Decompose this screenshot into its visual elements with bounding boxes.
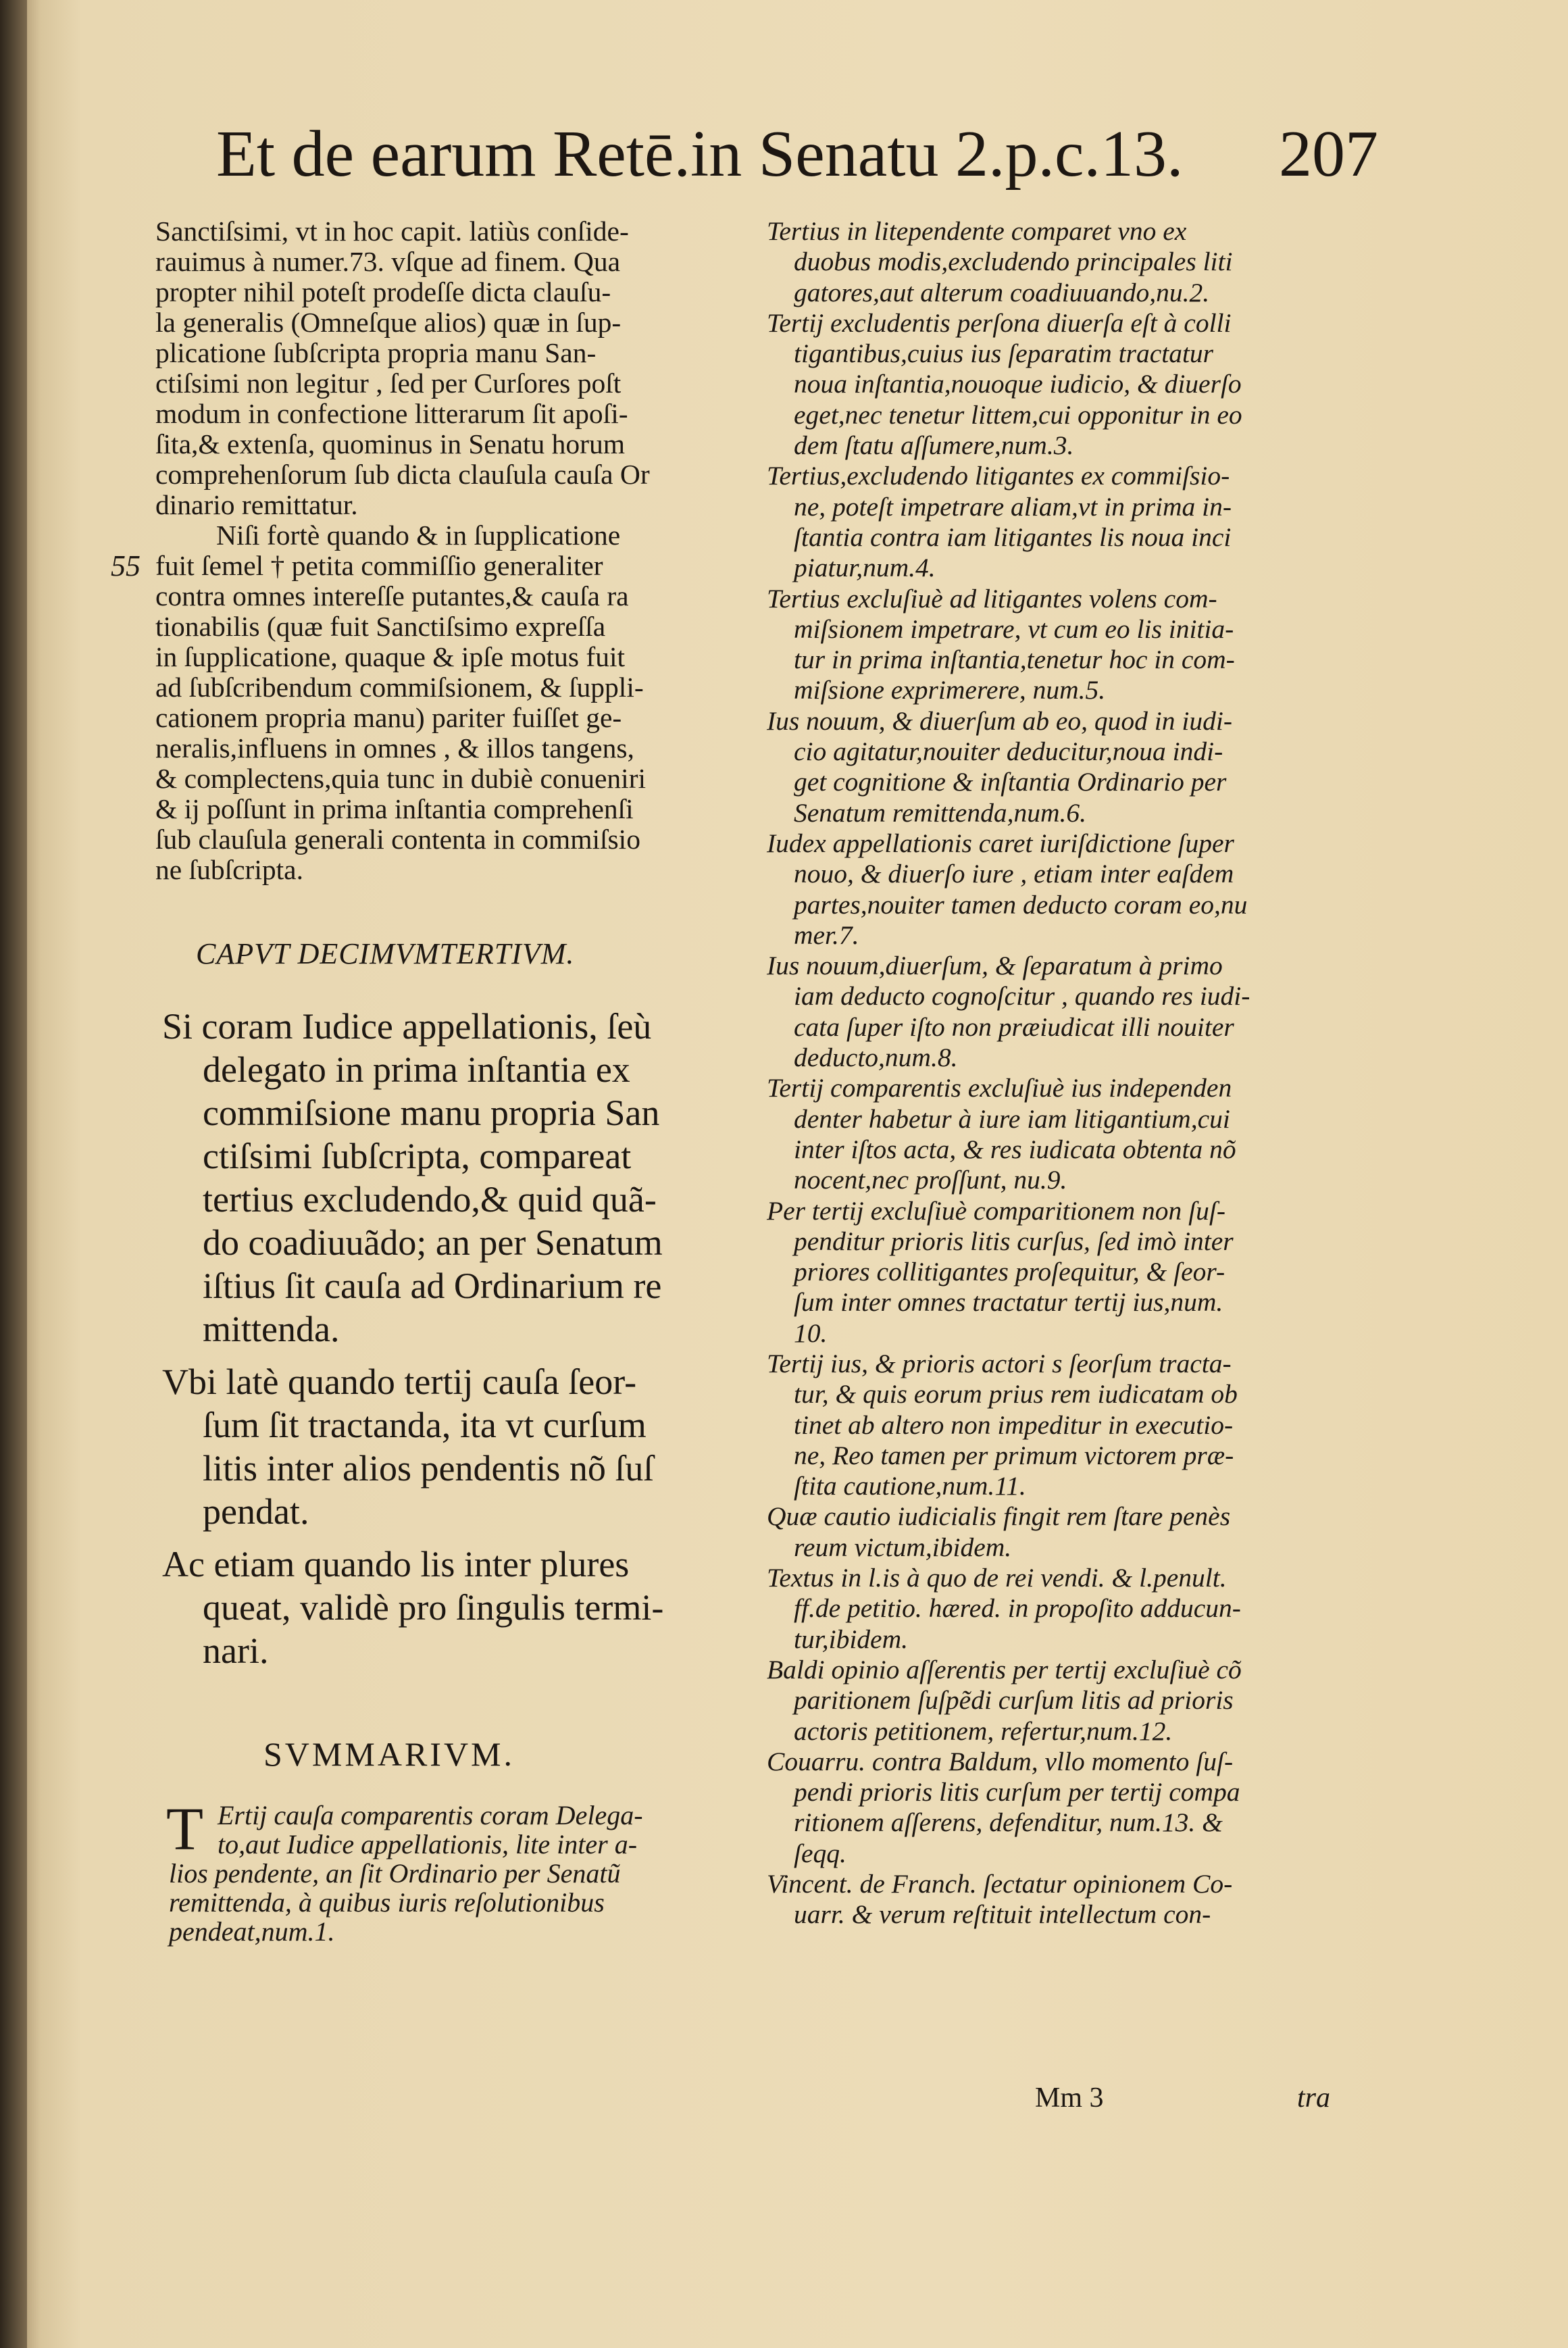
heading-block: [155, 1360, 743, 1533]
text-line: Niſi fortè quando & in ſupplicatione: [216, 520, 621, 551]
index-entry: [767, 1747, 1382, 1869]
text-line: eget,nec tenetur littem,cui opponitur in eo: [794, 399, 1242, 430]
running-header: [216, 114, 1378, 195]
text-line: ſtantia contra iam litigantes lis noua inci: [794, 522, 1232, 552]
heading-block: [155, 1005, 743, 1351]
text-line: cationem propria manu) pariter fuiſſet ge-: [155, 702, 622, 733]
text-line: pendeat,num.1.: [169, 1916, 335, 1947]
index-entry: [767, 1655, 1382, 1747]
text-line: cio agitatur,nouiter deducitur,noua indi-: [794, 736, 1223, 767]
text-line: queat, validè pro ſingulis termi-: [203, 1587, 664, 1628]
index-entry: [767, 706, 1382, 828]
text-line: ſum inter omnes tractatur tertij ius,num.: [794, 1287, 1223, 1318]
text-line: nocent,nec proſſunt, nu.9.: [794, 1165, 1067, 1195]
index-entry: [767, 951, 1382, 1073]
text-line: paritionem ſuſpẽdi curſum litis ad prioris: [794, 1685, 1234, 1716]
right-column: [767, 216, 1382, 1930]
text-line: mer.7.: [794, 920, 859, 950]
text-line: Per tertij excluſiuè comparitionem non ſuſ-: [767, 1195, 1226, 1226]
text-line: deducto,num.8.: [794, 1043, 958, 1073]
drop-cap: T: [166, 1796, 203, 1863]
text-line: dinario remittatur.: [155, 489, 358, 520]
text-line: do coadiuuãdo; an per Senatum: [203, 1222, 663, 1263]
index-entry: [767, 1073, 1382, 1195]
text-line: uarr. & verum reſtituit intellectum con-: [794, 1899, 1211, 1930]
index-entry: [767, 308, 1382, 461]
text-line: tigantibus,cuius ius ſeparatim tractatur: [794, 339, 1214, 369]
text-line: denter habetur à iure iam litigantium,cui: [794, 1103, 1230, 1134]
text-line: partes,nouiter tamen deducto coram eo,nu: [794, 889, 1248, 920]
text-line: noua inſtantia,nouoque iudicio, & diuerſo: [794, 369, 1242, 399]
text-line: tur,ibidem.: [794, 1624, 908, 1654]
text-line: cata ſuper iſto non præiudicat illi nouiter: [794, 1011, 1234, 1042]
text-line: nari.: [203, 1630, 269, 1671]
text-line: ſita,& extenſa, quominus in Senatu horum: [155, 428, 626, 459]
text-line: modum in confectione litterarum ſit apoſi-: [155, 398, 628, 429]
text-line: dem ſtatu aſſumere,num.3.: [794, 430, 1074, 461]
text-line: la generalis (Omneſque alios) quæ in ſup-: [155, 307, 622, 338]
text-line: ſtita cautione,num.11.: [794, 1471, 1026, 1501]
index-entry: [767, 461, 1382, 583]
text-line: Si coram Iudice appellationis, ſeù: [162, 1006, 652, 1047]
text-line: Ius nouum,diuerſum, & ſeparatum à primo: [767, 951, 1223, 981]
text-line: Vbi latè quando tertij cauſa ſeor-: [162, 1362, 637, 1402]
text-line: nouo, & diuerſo iure , etiam inter eaſdem: [794, 859, 1234, 889]
text-line: Ertij cauſa comparentis coram Delega-: [218, 1800, 643, 1830]
text-line: ne, poteſt impetrare aliam,vt in prima in-: [794, 491, 1232, 522]
text-line: ff.de petitio. hæred. in propoſito adducun-: [794, 1593, 1241, 1624]
index-entry: [767, 1563, 1382, 1655]
index-entry: [767, 1196, 1382, 1349]
signature-mark: Mm 3: [1035, 2082, 1104, 2114]
running-title: Et de earum Retē.in Senatu 2.p.c.13.: [216, 118, 1184, 191]
margin-number: 55: [111, 549, 141, 582]
text-line: contra omnes intereſſe putantes,& cauſa ra: [155, 580, 629, 611]
index-entry: [767, 828, 1382, 951]
text-line: Ac etiam quando lis inter plures: [162, 1544, 630, 1584]
text-line: Textus in l.is à quo de rei vendi. & l.penult.: [767, 1563, 1227, 1593]
text-line: Iudex appellationis caret iuriſdictione ſuper: [767, 828, 1234, 858]
book-spine: [0, 0, 27, 2348]
text-line: Tertij excludentis perſona diuerſa eſt à colli: [767, 307, 1232, 338]
text-line: litis inter alios pendentis nõ ſuſ: [203, 1448, 654, 1489]
text-line: to,aut Iudice appellationis, lite inter a-: [218, 1829, 638, 1859]
text-line: neralis,influens in omnes , & illos tangens,: [155, 732, 634, 764]
text-line: lios pendente, an ſit Ordinario per Senatũ: [169, 1858, 621, 1889]
text-line: ſub clauſula generali contenta in commiſsio: [155, 824, 640, 855]
text-line: ne ſubſcripta.: [155, 854, 303, 885]
text-line: in ſupplicatione, quaque & ipſe motus fuit: [155, 641, 626, 672]
text-line: iam deducto cognoſcitur , quando res iudi-: [794, 981, 1250, 1011]
text-line: ſeqq.: [794, 1838, 846, 1868]
chapter-title: CAPVT DECIMVMTERTIVM.: [196, 937, 575, 970]
index-entry: [767, 1349, 1382, 1501]
text-line: Tertius,excludendo litigantes ex commiſsio-: [767, 461, 1230, 491]
text-line: priores collitigantes proſequitur, & ſeor-: [794, 1257, 1225, 1287]
text-line: & complectens,quia tunc in dubiè conueniri: [155, 763, 647, 794]
text-line: propter nihil poteſt prodeſſe dicta clauſu-: [155, 276, 611, 307]
text-line: 10.: [794, 1318, 828, 1348]
text-line: plicatione ſubſcripta propria manu San-: [155, 337, 597, 368]
catchword: tra: [1297, 2082, 1331, 2114]
text-line: inter iſtos acta, & res iudicata obtenta nõ: [794, 1134, 1236, 1164]
text-line: Quæ cautio iudicialis fingit rem ſtare penès: [767, 1501, 1231, 1532]
text-line: ctiſsimi ſubſcripta, compareat: [203, 1136, 632, 1176]
text-line: duobus modis,excludendo principales liti: [794, 247, 1233, 277]
heading-block: [155, 1543, 743, 1672]
second-paragraph: [155, 520, 743, 885]
text-line: ad ſubſcribendum commiſsionem, & ſuppli-: [155, 672, 644, 703]
text-line: delegato in prima inſtantia ex: [203, 1049, 630, 1090]
summary-block: [155, 1796, 743, 1947]
text-line: tertius excludendo,& quid quã-: [203, 1179, 657, 1220]
text-line: tinet ab altero non impeditur in executio-: [794, 1409, 1234, 1440]
text-line: mittenda.: [203, 1309, 340, 1349]
text-line: reum victum,ibidem.: [794, 1532, 1012, 1562]
text-line: gatores,aut alterum coadiuuando,nu.2.: [794, 277, 1210, 307]
index-entry: [767, 584, 1382, 706]
text-line: miſsione exprimerere, num.5.: [794, 675, 1106, 705]
text-line: pendi prioris litis curſum per tertij compa: [794, 1777, 1240, 1807]
text-line: penditur prioris litis curſus, ſed imò inter: [794, 1226, 1234, 1256]
text-line: Vincent. de Franch. ſectatur opinionem Co-: [767, 1869, 1233, 1899]
text-line: Tertij comparentis excluſiuè ius independen: [767, 1073, 1232, 1103]
text-line: tionabilis (quæ fuit Sanctiſsimo expreſſa: [155, 611, 606, 642]
text-line: Senatum remittenda,num.6.: [794, 797, 1086, 828]
text-line: pendat.: [203, 1491, 309, 1532]
page-number: 207: [1279, 118, 1378, 191]
text-line: Sanctiſsimi, vt in hoc capit. latiùs conſide-: [155, 216, 629, 247]
left-column: [111, 216, 743, 1947]
text-line: fuit ſemel † petita commiſſio generaliter: [155, 550, 603, 581]
text-line: comprehenſorum ſub dicta clauſula cauſa Or: [155, 459, 650, 490]
text-line: piatur,num.4.: [794, 553, 936, 583]
index-entry: [767, 216, 1382, 308]
text-line: Tertij ius, & prioris actori s ſeorſum tracta-: [767, 1348, 1232, 1378]
text-line: rauimus à numer.73. vſque ad finem. Qua: [155, 246, 621, 277]
text-line: miſsionem impetrare, vt cum eo lis initia-: [794, 614, 1234, 644]
text-line: ſum ſit tractanda, ita vt curſum: [203, 1405, 647, 1445]
chapter-heading: [155, 1005, 743, 1672]
summary-title: SVMMARIVM.: [263, 1735, 515, 1773]
second-paragraph-wrap: [111, 520, 743, 885]
text-line: Tertius excluſiuè ad litigantes volens com-: [767, 583, 1217, 614]
text-line: ritionem aſſerens, defenditur, num.13. &: [794, 1807, 1223, 1838]
text-line: Baldi opinio aſſerentis per tertij excluſiuè cõ: [767, 1654, 1242, 1684]
text-line: tur, & quis eorum prius rem iudicatam ob: [794, 1379, 1238, 1409]
text-line: remittenda, à quibus iuris reſolutionibus: [169, 1887, 605, 1918]
text-line: Couarru. contra Baldum, vllo momento ſuſ-: [767, 1746, 1234, 1776]
text-line: Tertius in litependente comparet vno ex: [767, 216, 1187, 246]
opening-paragraph: [155, 216, 743, 520]
text-line: get cognitione & inſtantia Ordinario per: [794, 767, 1227, 797]
text-line: iſtius ſit cauſa ad Ordinarium re: [203, 1266, 662, 1306]
index-entry: [767, 1869, 1382, 1930]
text-line: actoris petitionem, refertur,num.12.: [794, 1716, 1173, 1746]
index-entry: [767, 1501, 1382, 1563]
text-line: ctiſsimi non legitur , ſed per Curſores poſt: [155, 368, 622, 399]
text-line: tur in prima inſtantia,tenetur hoc in com-: [794, 645, 1235, 675]
text-line: & ij poſſunt in prima inſtantia comprehenſi: [155, 793, 634, 824]
text-line: Ius nouum, & diuerſum ab eo, quod in iudi-: [767, 705, 1233, 736]
text-line: commiſsione manu propria San: [203, 1093, 660, 1133]
text-line: ne, Reo tamen per primum victorem præ-: [794, 1440, 1234, 1470]
